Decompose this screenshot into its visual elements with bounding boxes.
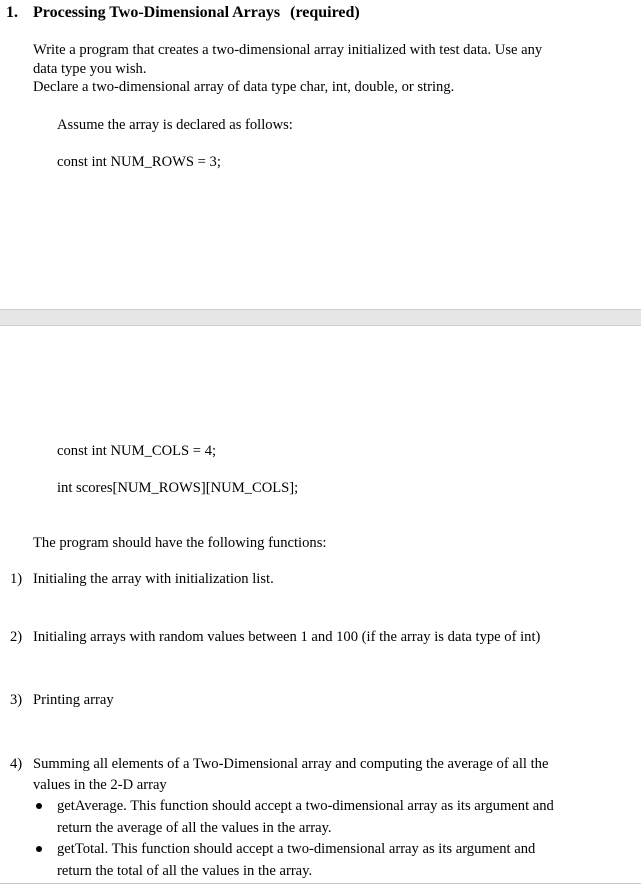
bottom-rule — [0, 883, 641, 884]
page-break-band — [0, 309, 641, 326]
function-4-line-2: values in the 2-D array — [33, 777, 167, 793]
intro-line-3: Declare a two-dimensional array of data type char, int, double, or string. — [33, 79, 455, 95]
section-number: 1. — [6, 4, 18, 21]
assume-text: Assume the array is declared as follows: — [57, 117, 293, 133]
code-num-rows: const int NUM_ROWS = 3; — [57, 154, 221, 170]
section-qualifier: (required) — [290, 4, 360, 21]
code-num-cols: const int NUM_COLS = 4; — [57, 443, 217, 459]
bullet-icon — [36, 846, 42, 852]
functions-intro: The program should have the following functions: — [33, 535, 327, 551]
function-3-text: Printing array — [33, 692, 114, 708]
function-4-line-1: Summing all elements of a Two-Dimensional array and computing the average of all the — [33, 756, 549, 772]
section-title-text: Processing Two-Dimensional Arrays — [33, 4, 281, 21]
intro-line-1: Write a program that creates a two-dimensional array initialized with test data. Use any — [33, 42, 543, 58]
code-scores-decl: int scores[NUM_ROWS][NUM_COLS]; — [57, 480, 299, 496]
function-4-number: 4) — [10, 756, 23, 772]
intro-line-2: data type you wish. — [33, 61, 147, 77]
bullet-1-line-2: return the average of all the values in the array. — [57, 820, 332, 836]
function-3-number: 3) — [10, 692, 23, 708]
function-2-number: 2) — [10, 629, 23, 645]
function-2-text: Initialing arrays with random values between 1 and 100 (if the array is data type of int) — [33, 629, 541, 645]
function-1-text: Initialing the array with initialization list. — [33, 571, 274, 587]
bullet-2-line-2: return the total of all the values in the array. — [57, 863, 313, 879]
bullet-1-line-1: getAverage. This function should accept a two-dimensional array as its argument and — [57, 798, 554, 814]
section-title — [33, 3, 360, 23]
function-1-number: 1) — [10, 571, 23, 587]
bullet-icon — [36, 803, 42, 809]
bullet-2-line-1: getTotal. This function should accept a two-dimensional array as its argument and — [57, 841, 536, 857]
